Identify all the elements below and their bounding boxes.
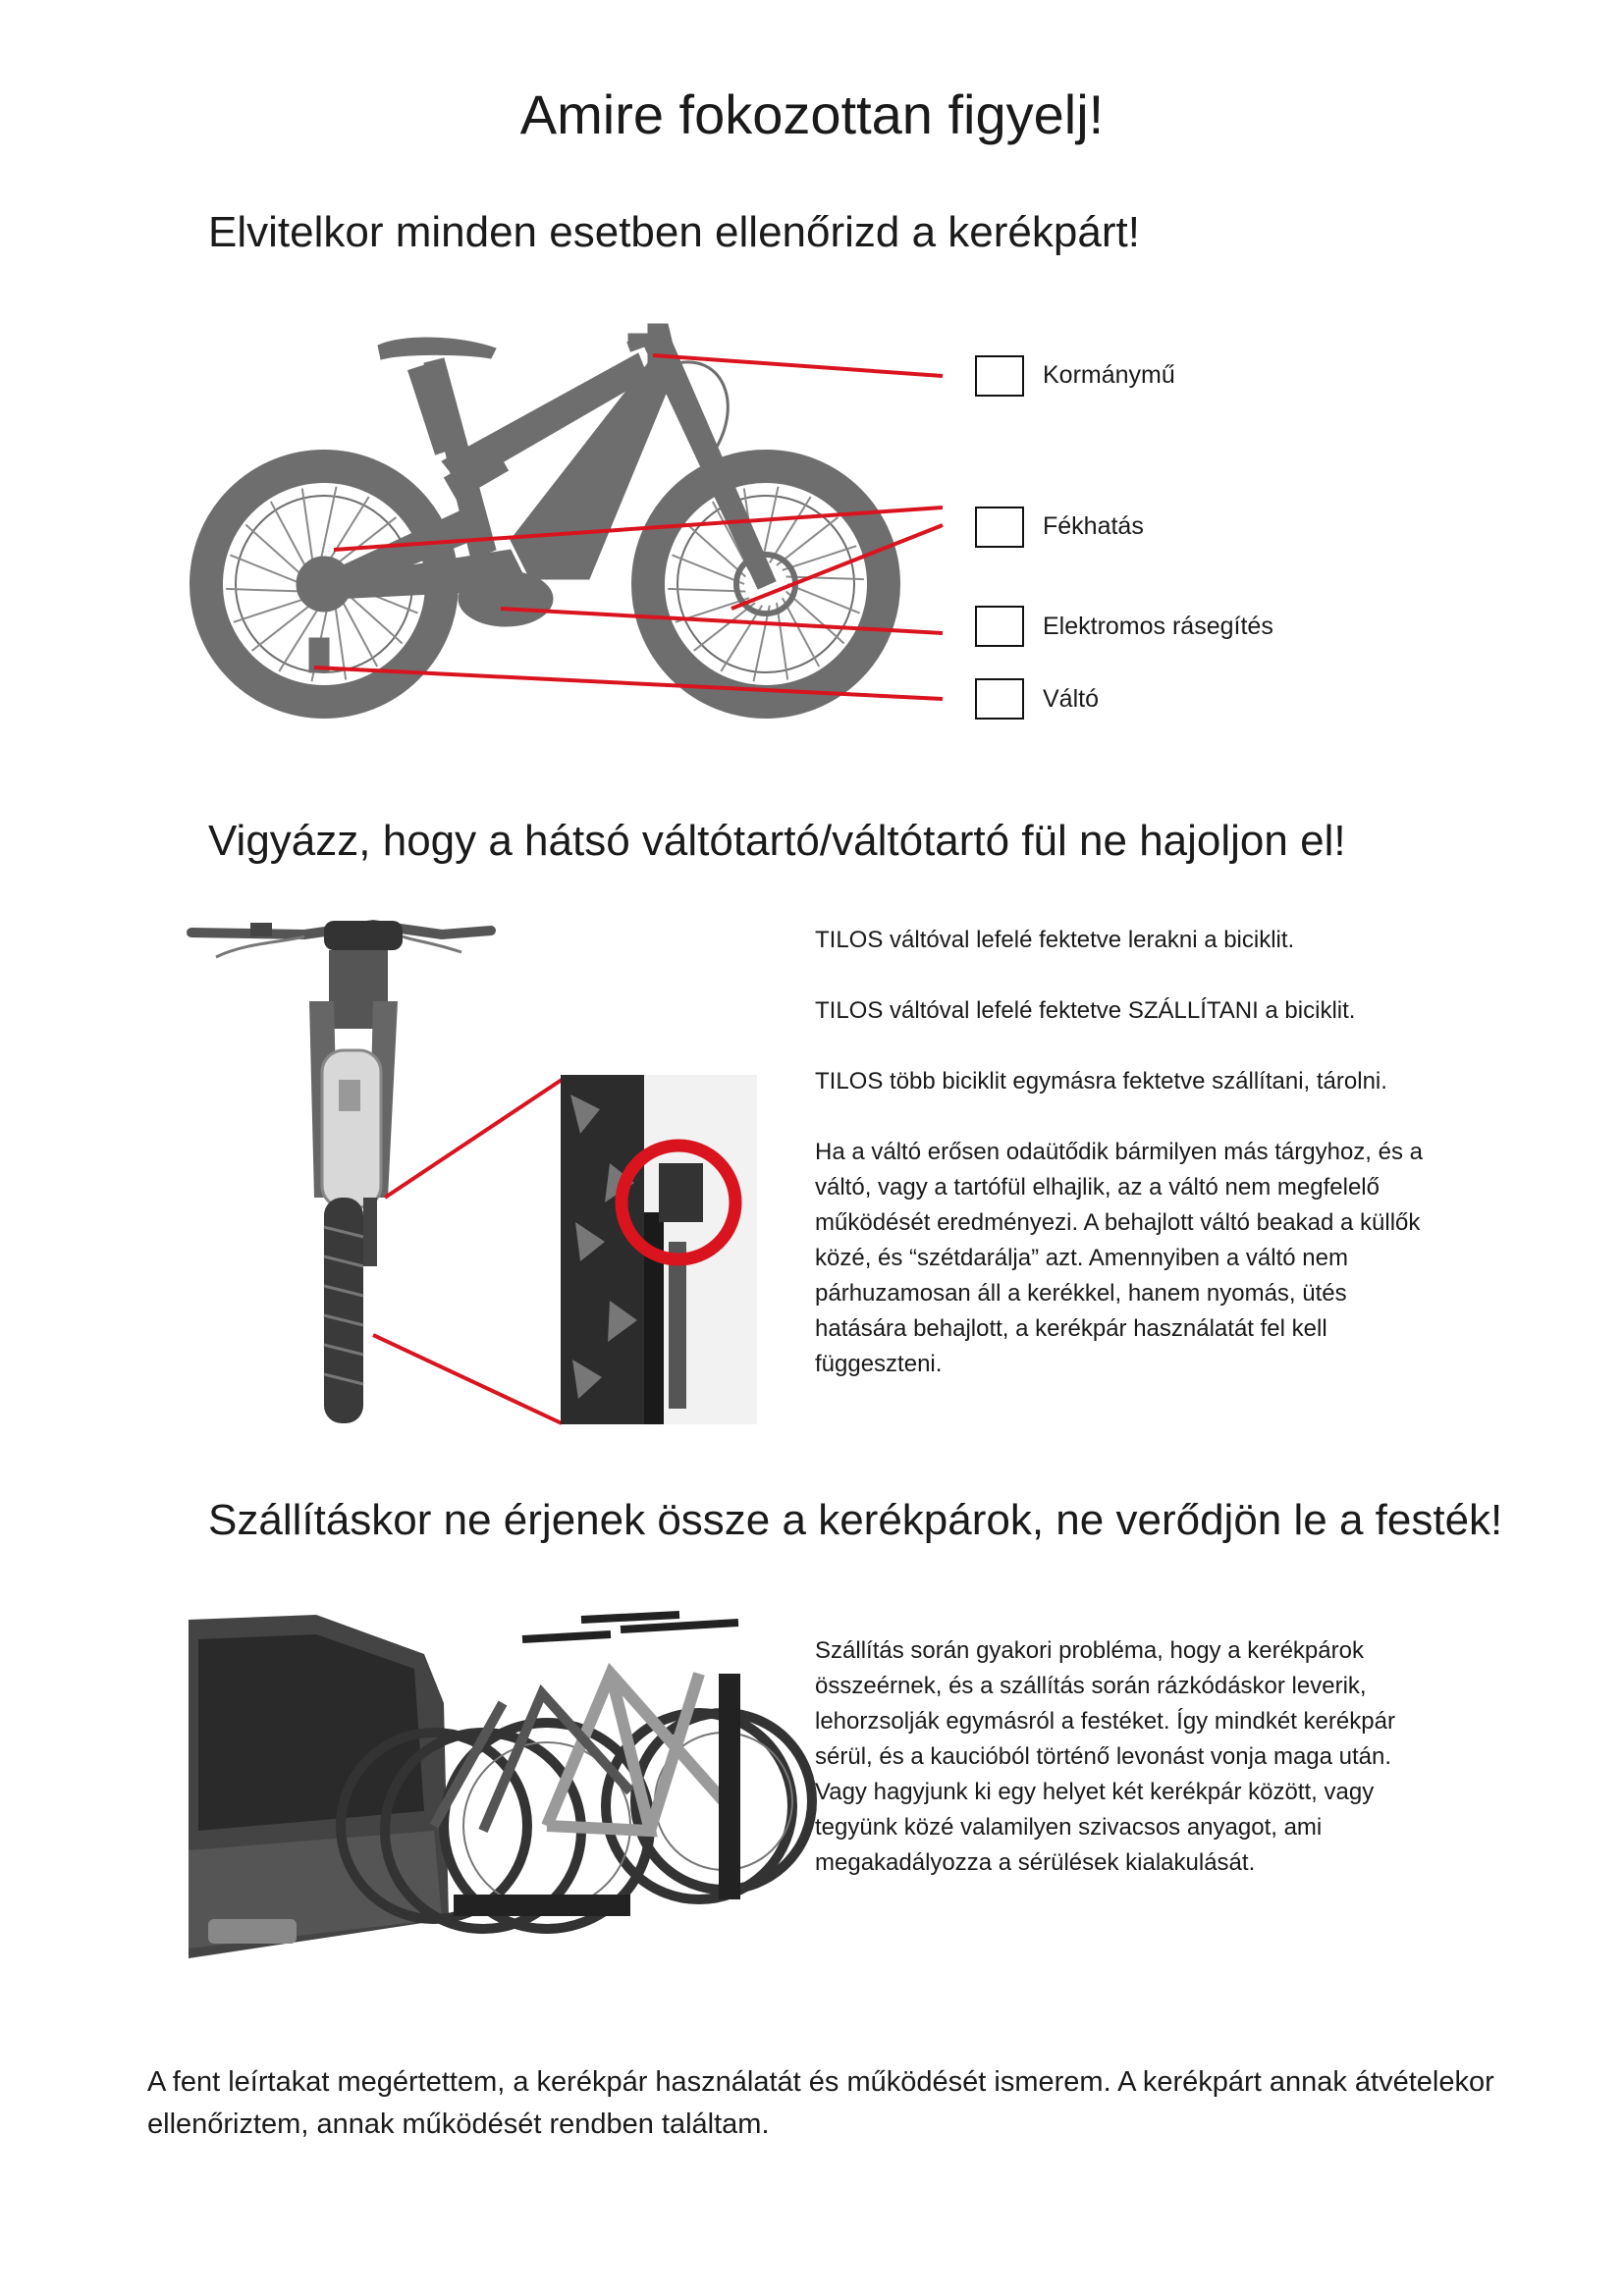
wheel-spoke <box>786 592 844 644</box>
wheel-spoke <box>341 598 377 667</box>
wheel-spoke <box>770 497 811 562</box>
warning-paragraph: TILOS váltóval lefelé fektetve SZÁLLÍTANI a biciklit. <box>815 997 1356 1024</box>
page-title: Amire fokozottan figyelj! <box>519 83 1105 145</box>
checkbox-fekhatas[interactable] <box>975 507 1024 548</box>
wheel-spoke <box>302 488 313 564</box>
warning-paragraph: TILOS több biciklit egymásra fektetve szállítani, tárolni. <box>815 1068 1387 1095</box>
transport-paragraph: Szállítás során gyakori probléma, hogy a kerékpárok összeérnek, és a szállítás során rázkódáskor leverik, lehorzsolják egymásról a festéket. Így mindkét kerékpár sérül, és a kaucióból történő levonást vonja maga után. Vagy hagyjunk ki egy helyet két kerékpár között, vagy tegyünk közé valamilyen szivacsos anyagot, ami megakadályozza a sérülések kialakulását. <box>815 1637 1395 1876</box>
wheel-spoke <box>345 592 403 644</box>
wheel-spoke <box>721 606 762 671</box>
section-heading-transport: Szállításkor ne érjenek össze a kerékpárok, ne verődjön le a festék! <box>208 1496 1503 1544</box>
wheel-spoke <box>226 589 303 592</box>
car-bike-rack-illustration <box>189 1595 797 1963</box>
wheel-spoke <box>328 497 369 562</box>
section-heading-derailleur: Vigyázz, hogy a hátsó váltótartó/váltótartó fül ne hajoljon el! <box>208 817 1346 865</box>
section-heading-check: Elvitelkor minden esetben ellenőrizd a kerékpárt! <box>208 208 1140 256</box>
wheel-spoke <box>694 603 755 651</box>
ebike-illustration <box>0 0 1624 785</box>
checkbox-valto[interactable] <box>975 678 1024 720</box>
wheel-spoke <box>777 517 838 565</box>
checkbox-kormanymu[interactable] <box>975 355 1024 397</box>
wheel-spoke <box>783 598 819 667</box>
checkbox-label-fekhatas: Fékhatás <box>1043 512 1144 540</box>
bike-rear-view-illustration <box>177 903 569 1433</box>
wheel-spoke <box>230 555 302 584</box>
wheel-spoke <box>783 546 856 570</box>
checkbox-label-kormanymu: Kormánymű <box>1043 361 1175 389</box>
wheel-spoke <box>271 502 307 570</box>
wheel-spoke <box>787 584 860 614</box>
checkbox-elektromos[interactable] <box>975 606 1024 647</box>
warning-paragraph: TILOS váltóval lefelé fektetve lerakni a biciklit. <box>815 927 1295 953</box>
wheel-spoke <box>777 603 787 679</box>
acknowledgement-statement: A fent leírtakat megértettem, a kerékpár használatát és működését ismerem. A kerékpárt annak átvételekor ellenőriztem, annak működését rendben találtam. <box>147 2066 1494 2140</box>
wheel-spoke <box>234 598 307 622</box>
checkbox-label-elektromos: Elektromos rásegítés <box>1043 613 1273 640</box>
checkbox-label-valto: Váltó <box>1043 685 1099 713</box>
wheel-spoke <box>252 603 313 651</box>
derailleur-zoom-illustration <box>561 1075 757 1424</box>
wheel-spoke <box>245 525 303 577</box>
derailleur-warnings <box>815 923 1443 1382</box>
wheel-spoke <box>672 555 744 584</box>
warning-paragraph: Ha a váltó erősen odaütődik bármilyen más tárgyhoz, és a váltó, vagy a tartófül elhajlik, az a váltó nem megfelelő működését eredményezi. A behajlott váltó beakad a küllők közé, és “szétdarálja” azt. Amennyiben a váltó nem párhuzamosan áll a kerékkel, hanem nyomás, ütés hatására behajlott, a kerékpár használatát fel kell függeszteni. <box>815 1139 1423 1377</box>
